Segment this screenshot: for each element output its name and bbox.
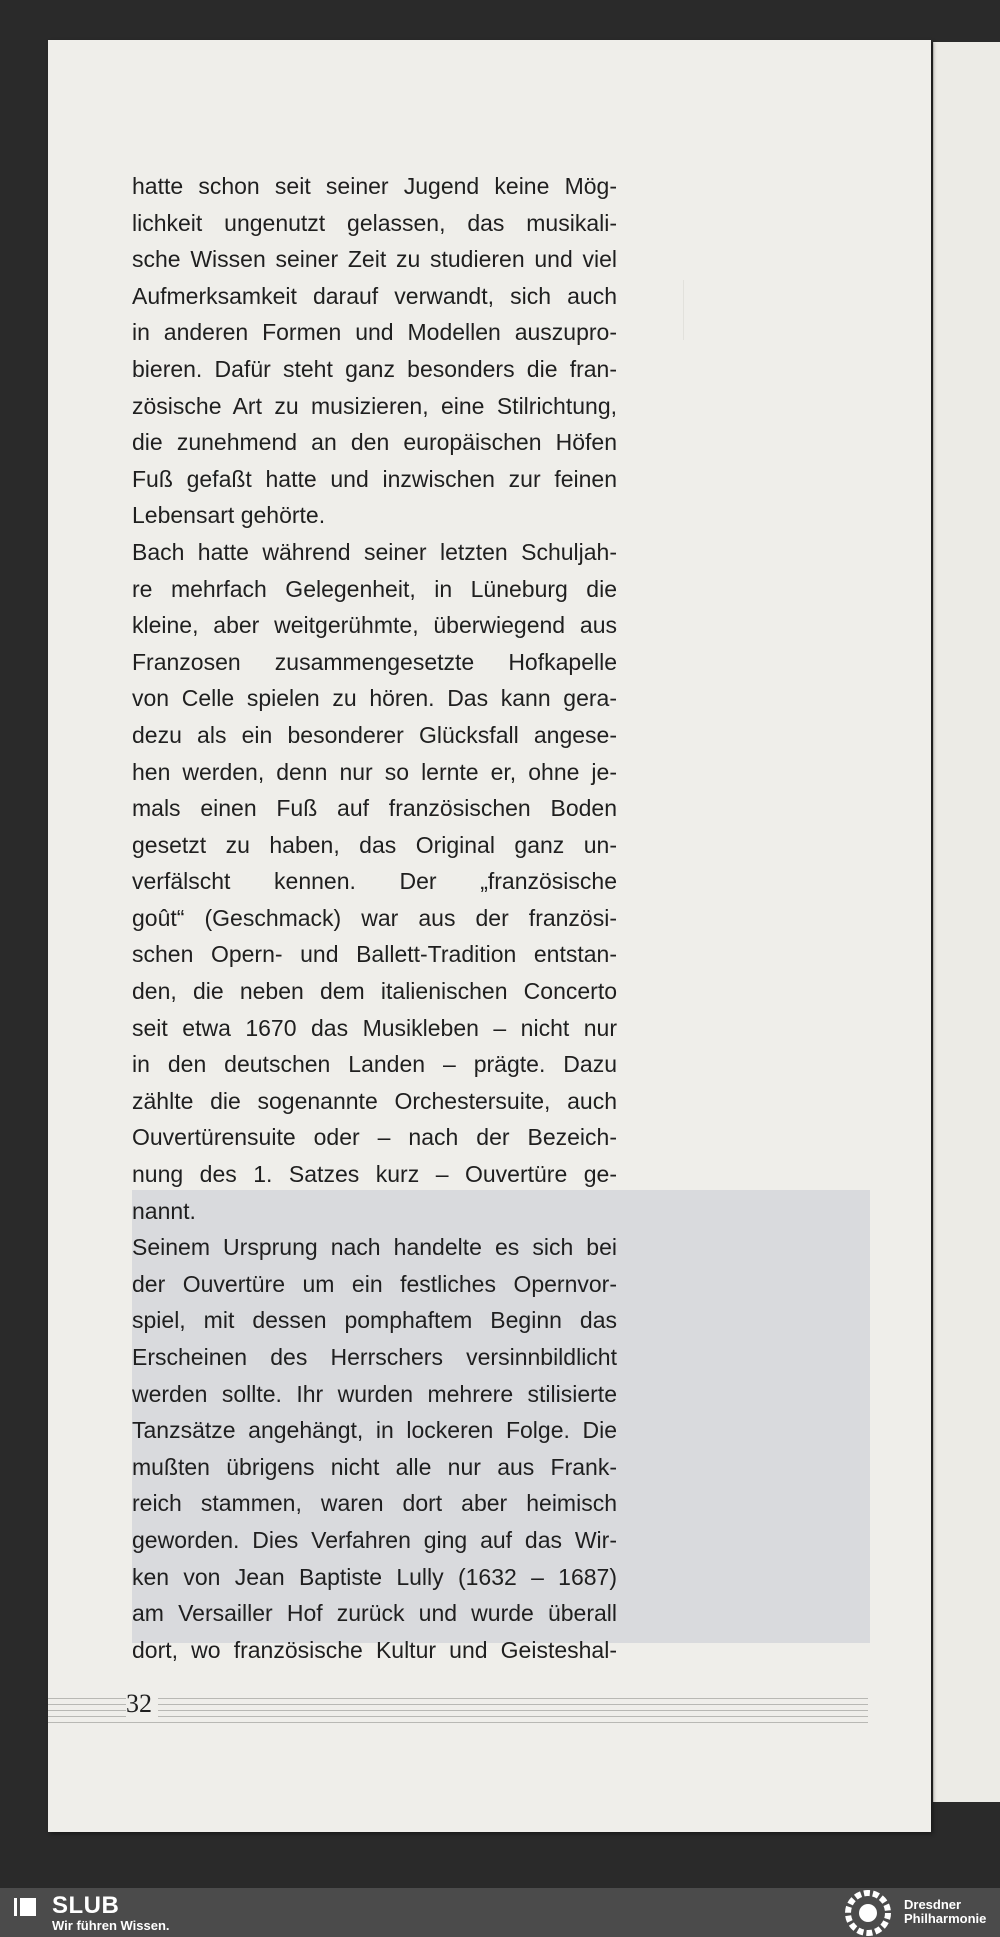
library-tagline: Wir führen Wissen.: [52, 1918, 170, 1933]
text-line: gesetzt zu haben, das Original ganz un-: [132, 831, 617, 858]
text-line: dezu als ein besonderer Glücksfall angese-: [132, 721, 617, 748]
text-line: Tanzsätze angehängt, in lockeren Folge. Die: [132, 1417, 617, 1444]
text-line: goût“ (Geschmack) war aus der französi-: [132, 904, 617, 931]
partner-name: [904, 1898, 986, 1926]
text-line: Aufmerksamkeit darauf verwandt, sich auch: [132, 282, 617, 309]
footer-bar: [0, 1888, 1000, 1937]
library-name: SLUB: [52, 1892, 120, 1919]
text-line: nannt.: [132, 1197, 196, 1224]
text-line: zösische Art zu musizieren, eine Stilrichtung,: [132, 392, 617, 419]
text-line: reich stammen, waren dort aber heimisch: [132, 1490, 617, 1517]
body-text: [132, 168, 617, 1668]
slub-logo-icon: [14, 1896, 36, 1918]
text-line: in den deutschen Landen – prägte. Dazu: [132, 1051, 617, 1078]
text-line: die zunehmend an den europäischen Höfen: [132, 429, 617, 456]
text-line: der Ouvertüre um ein festliches Opernvor-: [132, 1270, 617, 1297]
text-line: dort, wo französische Kultur und Geisteshal-: [132, 1636, 617, 1663]
page-number: 32: [126, 1689, 158, 1719]
text-line: zählte die sogenannte Orchestersuite, auch: [132, 1087, 617, 1114]
text-line: Fuß gefaßt hatte und inzwischen zur feinen: [132, 465, 617, 492]
text-line: Seinem Ursprung nach handelte es sich bei: [132, 1234, 617, 1261]
text-line: Erscheinen des Herrschers versinnbildlicht: [132, 1344, 617, 1370]
text-line: den, die neben dem italienischen Concerto: [132, 978, 617, 1005]
text-line: geworden. Dies Verfahren ging auf das Wir-: [132, 1526, 617, 1553]
text-line: mußten übrigens nicht alle nur aus Frank-: [132, 1453, 617, 1480]
text-line: kleine, aber weitgerühmte, überwiegend aus: [132, 612, 617, 639]
text-line: mals einen Fuß auf französischen Boden: [132, 795, 617, 822]
text-line: bieren. Dafür steht ganz besonders die fran-: [132, 355, 617, 382]
text-line: re mehrfach Gelegenheit, in Lüneburg die: [132, 575, 617, 602]
text-line: spiel, mit dessen pomphaftem Beginn das: [132, 1307, 617, 1334]
text-line: Ouvertürensuite oder – nach der Bezeich-: [132, 1124, 617, 1151]
footer-rules: [48, 1698, 868, 1728]
text-line: schen Opern- und Ballett-Tradition entstan-: [132, 941, 617, 968]
text-line: hatte schon seit seiner Jugend keine Mög-: [132, 173, 617, 199]
text-line: in anderen Formen und Modellen auszupro-: [132, 319, 617, 346]
text-line: nung des 1. Satzes kurz – Ouvertüre ge-: [132, 1161, 617, 1188]
text-line: Franzosen zusammengesetzte Hofkapelle: [132, 648, 617, 675]
text-line: Bach hatte während seiner letzten Schuljah-: [132, 538, 617, 565]
text-line: seit etwa 1670 das Musikleben – nicht nur: [132, 1014, 617, 1041]
text-line: sche Wissen seiner Zeit zu studieren und viel: [132, 246, 617, 273]
text-line: werden sollte. Ihr wurden mehrere stilisierte: [132, 1380, 617, 1407]
text-line: Lebensart gehörte.: [132, 502, 326, 529]
facing-page-edge: [933, 42, 1000, 1802]
partner-name-line1: Dresdner: [904, 1897, 962, 1912]
bleed-through-divider: [683, 280, 684, 340]
text-line: hen werden, denn nur so lernte er, ohne je-: [132, 758, 617, 785]
partner-name-line2: Philharmonie: [904, 1911, 987, 1926]
document-page: [48, 40, 931, 1832]
text-line: am Versailler Hof zurück und wurde überall: [132, 1600, 617, 1627]
text-line: von Celle spielen zu hören. Das kann gera-: [132, 685, 617, 712]
text-line: lichkeit ungenutzt gelassen, das musikali-: [132, 209, 617, 236]
dresdner-philharmonie-logo-icon: [842, 1890, 894, 1936]
text-line: verfälscht kennen. Der „französische: [132, 868, 617, 895]
text-line: ken von Jean Baptiste Lully (1632 – 1687): [132, 1563, 617, 1590]
